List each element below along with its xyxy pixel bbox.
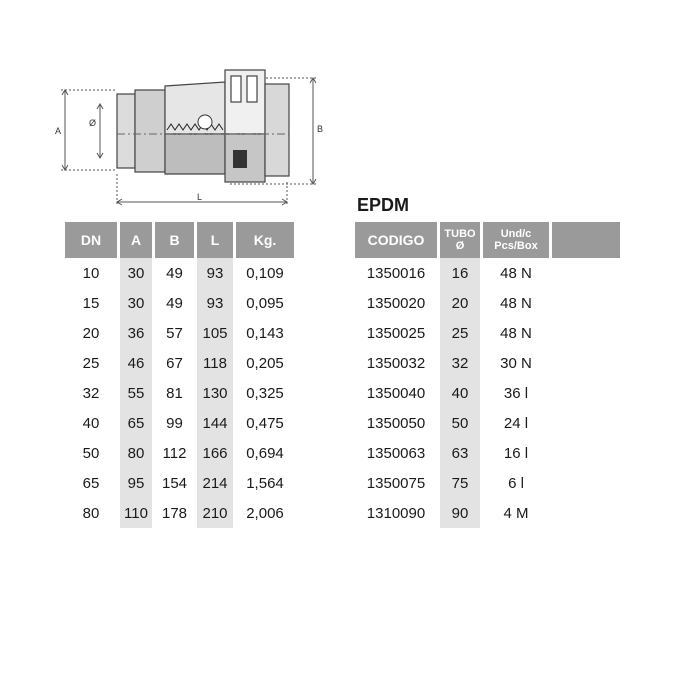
codes-header-row [355, 222, 620, 258]
code-row-spacer [552, 408, 620, 438]
label-b: B [317, 124, 324, 134]
code-row-cell: 48 N [500, 264, 532, 282]
code-row-spacer [552, 288, 620, 318]
code-row-spacer [552, 318, 620, 348]
dimension-row-cell: 32 [82, 384, 100, 402]
dimension-row [65, 438, 294, 468]
header-und-line2: Pcs/Box [494, 240, 538, 252]
dimension-row-cell: 93 [197, 288, 233, 318]
code-row-cell: 25 [440, 318, 480, 348]
code-row-cell: 24 l [503, 414, 529, 432]
dimension-row [65, 408, 294, 438]
header-und [483, 222, 549, 258]
code-row-cell: 1350032 [366, 354, 426, 372]
dimension-row-cell: 0,694 [246, 444, 284, 462]
dimension-row-cell: 0,109 [246, 264, 284, 282]
dimension-row [65, 288, 294, 318]
code-row-spacer [552, 378, 620, 408]
code-row-spacer [552, 348, 620, 378]
dimension-row-cell: 49 [166, 264, 183, 282]
code-row-cell: 36 l [503, 384, 529, 402]
dimensions-header-row [65, 222, 294, 258]
code-row [355, 408, 620, 438]
header-codigo: CODIGO [355, 222, 437, 258]
dimension-row [65, 258, 294, 288]
dimension-row-cell: 46 [120, 348, 152, 378]
code-row-cell: 16 l [503, 444, 529, 462]
code-row-cell: 63 [440, 438, 480, 468]
dimension-row-cell: 118 [197, 348, 233, 378]
header-tubo-line1: TUBO [444, 228, 476, 240]
dimension-row [65, 468, 294, 498]
dimension-row-cell: 36 [120, 318, 152, 348]
dimension-row-cell: 0,475 [246, 414, 284, 432]
dimension-row-cell: 40 [82, 414, 100, 432]
code-row-spacer [552, 258, 620, 288]
dimension-row-cell: 110 [120, 498, 152, 528]
section-title-epdm: EPDM [357, 195, 410, 215]
dimension-row-cell: 65 [82, 474, 100, 492]
header-a: A [120, 222, 152, 258]
dimension-row-cell: 25 [82, 354, 100, 372]
dimension-row-cell: 50 [82, 444, 100, 462]
dimension-row-cell: 80 [120, 438, 152, 468]
code-row-cell: 20 [440, 288, 480, 318]
code-row-cell: 1350050 [366, 414, 426, 432]
code-row-cell: 1350020 [366, 294, 426, 312]
dimension-row-cell: 0,095 [246, 294, 284, 312]
code-row [355, 498, 620, 528]
code-row-cell: 1350016 [366, 264, 426, 282]
dimension-row-cell: 99 [166, 414, 183, 432]
code-row-cell: 90 [440, 498, 480, 528]
header-l: L [197, 222, 233, 258]
dimension-row-cell: 1,564 [246, 474, 284, 492]
dimension-row-cell: 0,143 [246, 324, 284, 342]
dimension-row-cell: 154 [161, 474, 188, 492]
code-row [355, 288, 620, 318]
header-dn: DN [65, 222, 117, 258]
code-row-spacer [552, 468, 620, 498]
dimension-row-cell: 112 [162, 444, 187, 462]
dimension-row-cell: 49 [166, 294, 183, 312]
dimension-row-cell: 0,325 [246, 384, 284, 402]
code-row-cell: 50 [440, 408, 480, 438]
dimension-row-cell: 57 [166, 324, 183, 342]
label-a: A [55, 126, 62, 136]
label-diameter: Ø [89, 118, 97, 128]
code-row-cell: 1350025 [366, 324, 426, 342]
dimension-row [65, 498, 294, 528]
header-b: B [155, 222, 194, 258]
code-row-cell: 1350040 [366, 384, 426, 402]
dimension-row-cell: 0,205 [246, 354, 284, 372]
dimension-row-cell: 80 [82, 504, 100, 522]
dimension-row-cell: 93 [197, 258, 233, 288]
dimensions-table [62, 222, 297, 528]
dimension-row-cell: 81 [166, 384, 183, 402]
dimension-row-cell: 166 [197, 438, 233, 468]
dimension-row-cell: 178 [161, 504, 188, 522]
dimension-row-cell: 10 [82, 264, 100, 282]
dimension-row-cell: 144 [197, 408, 233, 438]
header-extra [552, 222, 620, 258]
header-tubo [440, 222, 480, 258]
code-row [355, 348, 620, 378]
codes-table [352, 222, 623, 528]
code-row [355, 378, 620, 408]
header-und-line1: Und/c [500, 228, 532, 240]
dimension-row-cell: 130 [197, 378, 233, 408]
dimension-row [65, 318, 294, 348]
dimension-row [65, 348, 294, 378]
code-row-cell: 16 [440, 258, 480, 288]
code-row-cell: 48 N [500, 324, 532, 342]
dimension-row-cell: 20 [82, 324, 100, 342]
code-row-spacer [552, 498, 620, 528]
code-row-cell: 1350075 [366, 474, 426, 492]
code-row [355, 438, 620, 468]
code-row-cell: 1310090 [366, 504, 426, 522]
code-row-cell: 32 [440, 348, 480, 378]
code-row [355, 318, 620, 348]
code-row [355, 468, 620, 498]
dimension-row [65, 378, 294, 408]
code-row-cell: 40 [440, 378, 480, 408]
dimension-row-cell: 95 [120, 468, 152, 498]
dimension-row-cell: 30 [120, 258, 152, 288]
dimension-row-cell: 15 [82, 294, 100, 312]
code-row-cell: 30 N [500, 354, 532, 372]
code-row [355, 258, 620, 288]
code-row-cell: 6 l [508, 474, 524, 492]
dimension-row-cell: 2,006 [246, 504, 284, 522]
code-row-cell: 1350063 [366, 444, 426, 462]
header-tubo-line2: Ø [455, 240, 465, 252]
header-kg: Kg. [236, 222, 294, 258]
label-l: L [197, 192, 203, 202]
dimension-row-cell: 30 [120, 288, 152, 318]
valve-technical-drawing [55, 62, 335, 212]
code-row-cell: 75 [440, 468, 480, 498]
code-row-cell: 4 M [503, 504, 529, 522]
dimension-row-cell: 67 [166, 354, 183, 372]
dimension-row-cell: 210 [197, 498, 233, 528]
dimension-row-cell: 55 [120, 378, 152, 408]
code-row-cell: 48 N [500, 294, 532, 312]
code-row-spacer [552, 438, 620, 468]
dimension-row-cell: 65 [120, 408, 152, 438]
dimension-row-cell: 214 [197, 468, 233, 498]
dimension-row-cell: 105 [197, 318, 233, 348]
